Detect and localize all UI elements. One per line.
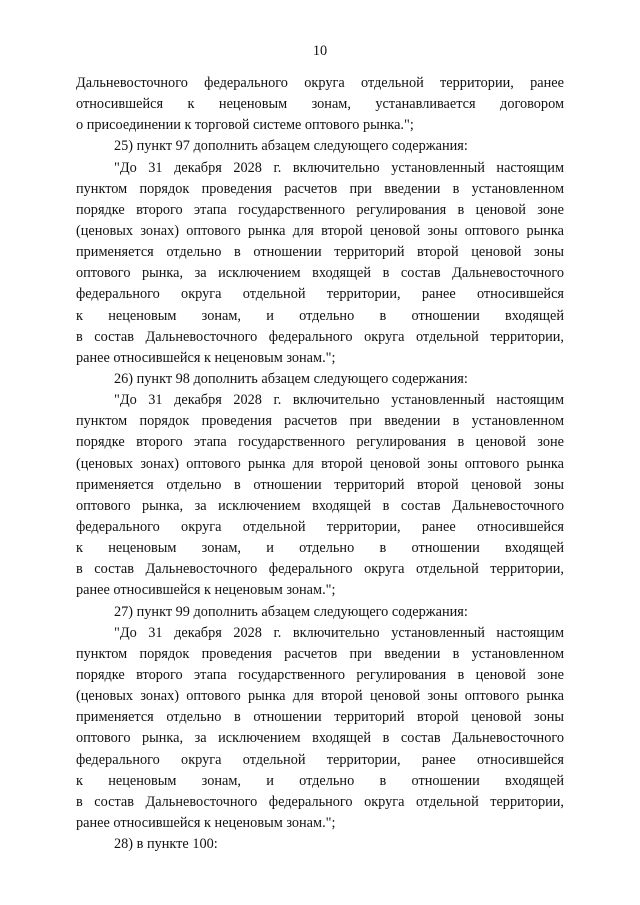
text-line: относившейся к неценовым зонам, устанавливается договором [76,96,564,113]
text-line: 28) в пункте 100: [114,836,218,853]
text-line: федерального округа отдельной территории, ранее относившейся [76,286,564,303]
text-line: оптового рынка, за исключением входящей в состав Дальневосточного [76,730,564,747]
text-line: применяется отдельно в отношении территорий второй ценовой зоны [76,244,564,261]
text-line: 25) пункт 97 дополнить абзацем следующего содержания: [114,138,468,155]
text-line: Дальневосточного федерального округа отдельной территории, ранее [76,75,564,91]
page-number: 10 [312,43,328,59]
paragraph [76,834,564,855]
paragraph [76,369,564,390]
text-line: оптового рынка, за исключением входящей в состав Дальневосточного [76,265,564,282]
text-line: ранее относившейся к неценовым зонам."; [76,349,336,366]
text-line: порядке второго этапа государственного регулирования в ценовой зоне [76,666,564,683]
text-line: "До 31 декабря 2028 г. включительно установленный настоящим [114,392,564,409]
text-line: (ценовых зонах) оптового рынка для второй ценовой зоны оптового рынка [76,688,564,705]
text-line: 27) пункт 99 дополнить абзацем следующего содержания: [114,603,468,620]
text-line: оптового рынка, за исключением входящей в состав Дальневосточного [76,497,564,514]
text-line: федерального округа отдельной территории, ранее относившейся [76,518,564,535]
paragraph [76,602,564,623]
text-line: пунктом порядок проведения расчетов при введении в установленном [76,413,564,430]
text-line: порядке второго этапа государственного регулирования в ценовой зоне [76,434,564,451]
text-line: пунктом порядок проведения расчетов при введении в установленном [76,645,564,662]
text-line: 26) пункт 98 дополнить абзацем следующего содержания: [114,370,468,387]
text-line: "До 31 декабря 2028 г. включительно установленный настоящим [114,624,564,641]
text-line: к неценовым зонам, и отдельно в отношении входящей [76,772,564,789]
text-line: пунктом порядок проведения расчетов при введении в установленном [76,180,564,197]
text-line: (ценовых зонах) оптового рынка для второй ценовой зоны оптового рынка [76,222,564,239]
paragraph [76,73,564,136]
paragraph [76,390,564,601]
text-line: в состав Дальневосточного федерального округа отдельной территории, [76,561,564,578]
text-line: применяется отдельно в отношении территорий второй ценовой зоны [76,709,564,726]
document-body [76,73,564,855]
text-line: ранее относившейся к неценовым зонам."; [76,582,336,599]
text-line: "До 31 декабря 2028 г. включительно установленный настоящим [114,159,564,176]
text-line: в состав Дальневосточного федерального округа отдельной территории, [76,328,564,345]
text-line: в состав Дальневосточного федерального округа отдельной территории, [76,793,564,810]
paragraph [76,158,564,369]
text-line: к неценовым зонам, и отдельно в отношении входящей [76,307,564,324]
text-line: к неценовым зонам, и отдельно в отношении входящей [76,540,564,557]
text-line: применяется отдельно в отношении территорий второй ценовой зоны [76,476,564,493]
text-line: федерального округа отдельной территории, ранее относившейся [76,751,564,768]
text-line: ранее относившейся к неценовым зонам."; [76,814,336,831]
paragraph [76,623,564,834]
paragraph [76,136,564,157]
text-line: о присоединении к торговой системе оптового рынка."; [76,117,414,134]
text-line: порядке второго этапа государственного регулирования в ценовой зоне [76,201,564,218]
text-line: (ценовых зонах) оптового рынка для второй ценовой зоны оптового рынка [76,455,564,472]
